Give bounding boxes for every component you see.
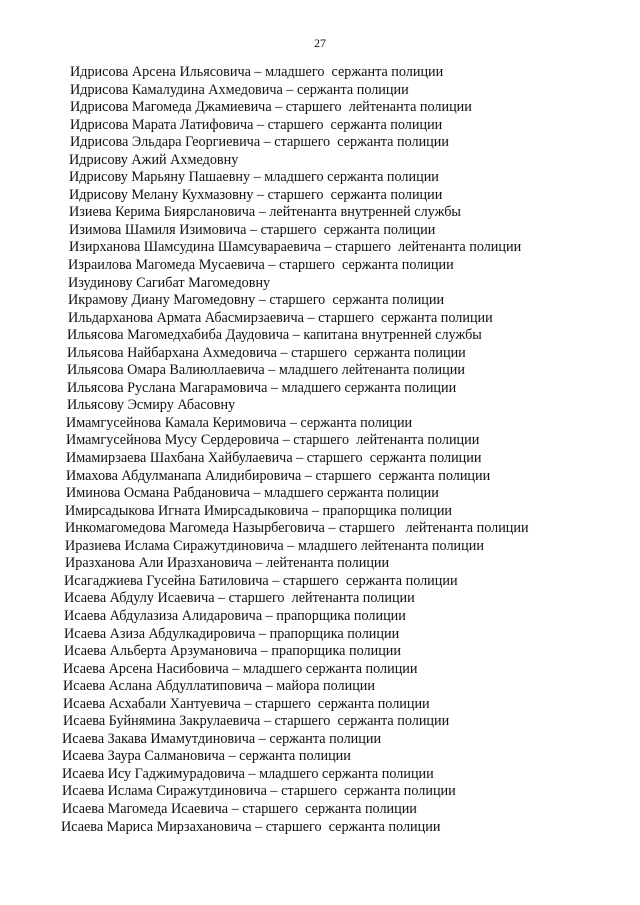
list-item: Идрисову Мелану Кухмазовну – старшего сержанта полиции: [69, 186, 443, 203]
list-item: Исаева Абдулазиза Алидаровича – прапорщика полиции: [64, 607, 406, 624]
list-item: Иразиева Ислама Сиражутдиновича – младшего лейтенанта полиции: [65, 537, 484, 554]
list-item: Исаева Арсена Насибовича – младшего сержанта полиции: [63, 660, 418, 677]
list-item: Изирханова Шамсудина Шамсувараевича – старшего лейтенанта полиции: [69, 239, 522, 256]
personnel-list: [0, 64, 640, 836]
list-item: Изимова Шамиля Изимовича – старшего сержанта полиции: [69, 221, 436, 238]
list-item: Ильясова Найбархана Ахмедовича – старшего сержанта полиции: [67, 344, 466, 361]
list-item: Ильясова Руслана Магарамовича – младшего сержанта полиции: [67, 379, 457, 396]
list-item: Исаева Асхабали Хантуевича – старшего сержанта полиции: [63, 695, 430, 712]
list-item: Израилова Магомеда Мусаевича – старшего сержанта полиции: [68, 257, 454, 274]
list-item: Исаева Азиза Абдулкадировича – прапорщика полиции: [64, 625, 400, 642]
list-item: Ильясову Эсмиру Абасовну: [67, 397, 236, 414]
list-item: Ильясова Магомедхабиба Даудовича – капитана внутренней службы: [67, 327, 482, 344]
list-item: Идрисова Камалудина Ахмедовича – сержанта полиции: [70, 81, 409, 98]
list-item: Исаева Мариса Мирзахановича – старшего сержанта полиции: [61, 818, 441, 835]
list-item: Идрисова Марата Латифовича – старшего сержанта полиции: [70, 116, 443, 133]
list-item: Ильясова Омара Валиюллаевича – младшего лейтенанта полиции: [67, 362, 465, 379]
list-item: Идрисова Магомеда Джамиевича – старшего лейтенанта полиции: [70, 99, 472, 116]
list-item: Исаева Буйнямина Закрулаевича – старшего сержанта полиции: [63, 713, 450, 730]
list-item: Идрисову Марьяну Пашаевну – младшего сержанта полиции: [69, 169, 439, 186]
list-item: Имамгусейнова Камала Керимовича – сержанта полиции: [66, 414, 413, 431]
list-item: Имирсадыкова Игната Имирсадыковича – прапорщика полиции: [65, 502, 453, 519]
list-item: Изиева Керима Биярслановича – лейтенанта внутренней службы: [69, 204, 461, 221]
list-item: Имамгусейнова Мусу Сердеровича – старшего лейтенанта полиции: [66, 432, 480, 449]
list-item: Иразханова Али Иразхановича – лейтенанта полиции: [65, 555, 390, 572]
list-item: Икрамову Диану Магомедовну – старшего сержанта полиции: [68, 292, 445, 309]
list-item: Исаева Абдулу Исаевича – старшего лейтенанта полиции: [64, 590, 415, 607]
list-item: Имахова Абдулманапа Алидибировича – старшего сержанта полиции: [66, 467, 491, 484]
list-item: Исаева Ису Гаджимурадовича – младшего сержанта полиции: [62, 765, 434, 782]
list-item: Исагаджиева Гусейна Батиловича – старшего сержанта полиции: [64, 572, 458, 589]
page-number: 27: [314, 36, 326, 50]
list-item: Инкомагомедова Магомеда Назырбеговича – старшего лейтенанта полиции: [65, 520, 529, 537]
list-item: Идрисову Ажий Ахмедовну: [69, 151, 239, 168]
list-item: Исаева Магомеда Исаевича – старшего сержанта полиции: [62, 800, 417, 817]
list-item: Исаева Заура Салмановича – сержанта полиции: [62, 748, 351, 765]
list-item: Исаева Аслана Абдуллатиповича – майора полиции: [63, 678, 375, 695]
list-item: Исаева Закава Имамутдиновича – сержанта полиции: [62, 730, 382, 747]
list-item: Иминова Османа Рабдановича – младшего сержанта полиции: [66, 485, 439, 502]
list-item: Ильдарханова Армата Абасмирзаевича – старшего сержанта полиции: [68, 309, 493, 326]
list-item: Имамирзаева Шахбана Хайбулаевича – старшего сержанта полиции: [66, 450, 482, 467]
list-item: Идрисова Эльдара Георгиевича – старшего сержанта полиции: [70, 134, 449, 151]
list-item: Изудинову Сагибат Магомедовну: [68, 274, 271, 291]
list-item: Исаева Альберта Арзумановича – прапорщика полиции: [64, 643, 401, 660]
list-item: Исаева Ислама Сиражутдиновича – старшего сержанта полиции: [62, 783, 456, 800]
list-item: Идрисова Арсена Ильясовича – младшего сержанта полиции: [70, 64, 444, 80]
